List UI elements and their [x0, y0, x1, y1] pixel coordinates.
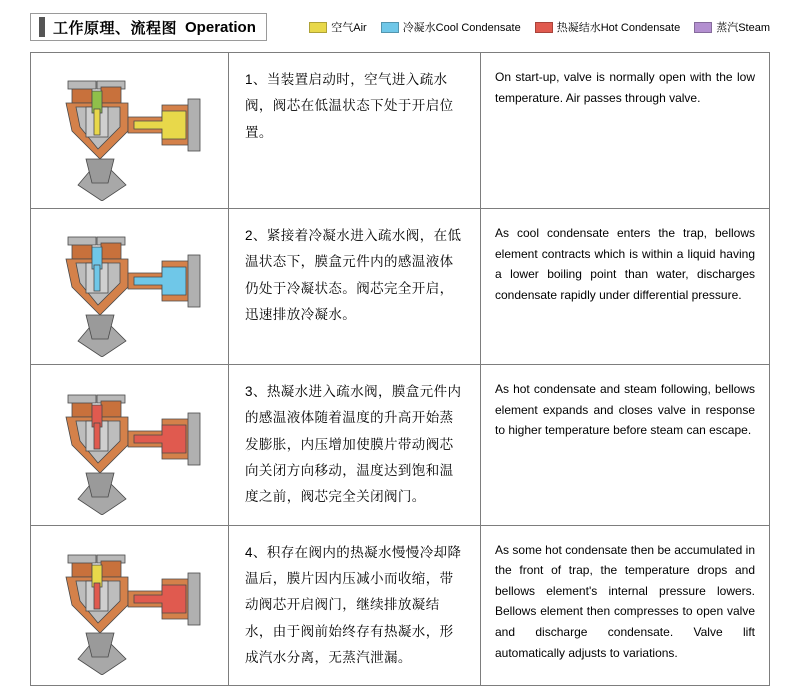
- valve-diagram-cell: [31, 526, 229, 686]
- step-index: 2、: [245, 228, 267, 243]
- step-cn-text: [229, 53, 481, 208]
- table-row: [31, 526, 769, 687]
- step-cn-body: 积存在阀内的热凝水慢慢冷却降温后，膜片因内压减小而收缩，带动阀芯开启阀门，继续排放凝结水，由于阀前始终存有热凝水，形成汽水分离，无蒸汽泄漏。: [245, 544, 462, 665]
- legend-item-steam: [694, 19, 770, 35]
- valve-diagram-cell: [31, 209, 229, 364]
- title-accent-bar: [39, 17, 45, 37]
- legend-item-cool-condensate: [381, 19, 521, 35]
- valve-cutaway-cool-condensate-icon: [42, 217, 217, 357]
- page-title: [30, 13, 267, 41]
- step-index: 4、: [245, 544, 267, 560]
- legend-swatch-air: [309, 22, 327, 33]
- table-row: [31, 365, 769, 526]
- page-header: [30, 10, 770, 44]
- step-en-text: On start-up, valve is normally open with the low temperature. Air passes through valve.: [495, 70, 755, 105]
- page-title-en: Operation: [185, 18, 256, 36]
- legend-label-air: 空气Air: [331, 22, 367, 34]
- valve-cutaway-hot-condensate-icon: [42, 375, 217, 515]
- step-index: 1、: [245, 72, 267, 87]
- legend-label-cool-condensate: 冷凝水Cool Condensate: [402, 22, 521, 34]
- legend: [309, 19, 770, 35]
- step-cn-body: 当装置启动时，空气进入疏水阀，阀芯在低温状态下处于开启位置。: [245, 72, 454, 140]
- step-index: 3、: [245, 384, 267, 399]
- step-en-text: As cool condensate enters the trap, bellows element contracts which is within a liquid having a lower boiling point than water, discharges condensate rapidly under differential pressure.: [495, 226, 755, 302]
- legend-label-hot-condensate: 热凝结水Hot Condensate: [556, 22, 681, 34]
- step-cn-body: 紧接着冷凝水进入疏水阀，在低温状态下，膜盒元件内的感温液体仍处于冷凝状态。阀芯完全开启，迅速排放冷凝水。: [245, 228, 462, 322]
- valve-cutaway-reopen-icon: [42, 535, 217, 675]
- valve-cutaway-air-icon: [42, 61, 217, 201]
- table-row: [31, 53, 769, 209]
- page-title-cn: 工作原理、流程图: [53, 19, 178, 37]
- legend-swatch-hot-condensate: [535, 22, 553, 33]
- table-row: [31, 209, 769, 365]
- step-cn-text: [229, 526, 481, 686]
- legend-item-hot-condensate: [535, 19, 681, 35]
- step-en-text: As hot condensate and steam following, bellows element expands and closes valve in response to higher temperature before steam can escape.: [495, 382, 755, 438]
- legend-swatch-cool-condensate: [381, 22, 399, 33]
- step-cn-body: 热凝水进入疏水阀，膜盒元件内的感温液体随着温度的升高开始蒸发膨胀，内压增加使膜片带动阀芯向关闭方向移动，温度达到饱和温度之前，阀芯完全关闭阀门。: [245, 384, 462, 505]
- step-cn-text: [229, 365, 481, 525]
- legend-swatch-steam: [694, 22, 712, 33]
- valve-diagram-cell: [31, 53, 229, 208]
- legend-item-air: [309, 19, 366, 35]
- legend-label-steam: 蒸汽Steam: [716, 22, 770, 34]
- step-cn-text: [229, 209, 481, 364]
- valve-diagram-cell: [31, 365, 229, 525]
- operation-table: [30, 52, 770, 686]
- step-en-text: As some hot condensate then be accumulated in the front of trap, the temperature drops and bellows element's internal pressure lowers. Bellows element then compresses to open valve and discharge condensate. Valve lift automatically adjusts to variations.: [495, 542, 755, 660]
